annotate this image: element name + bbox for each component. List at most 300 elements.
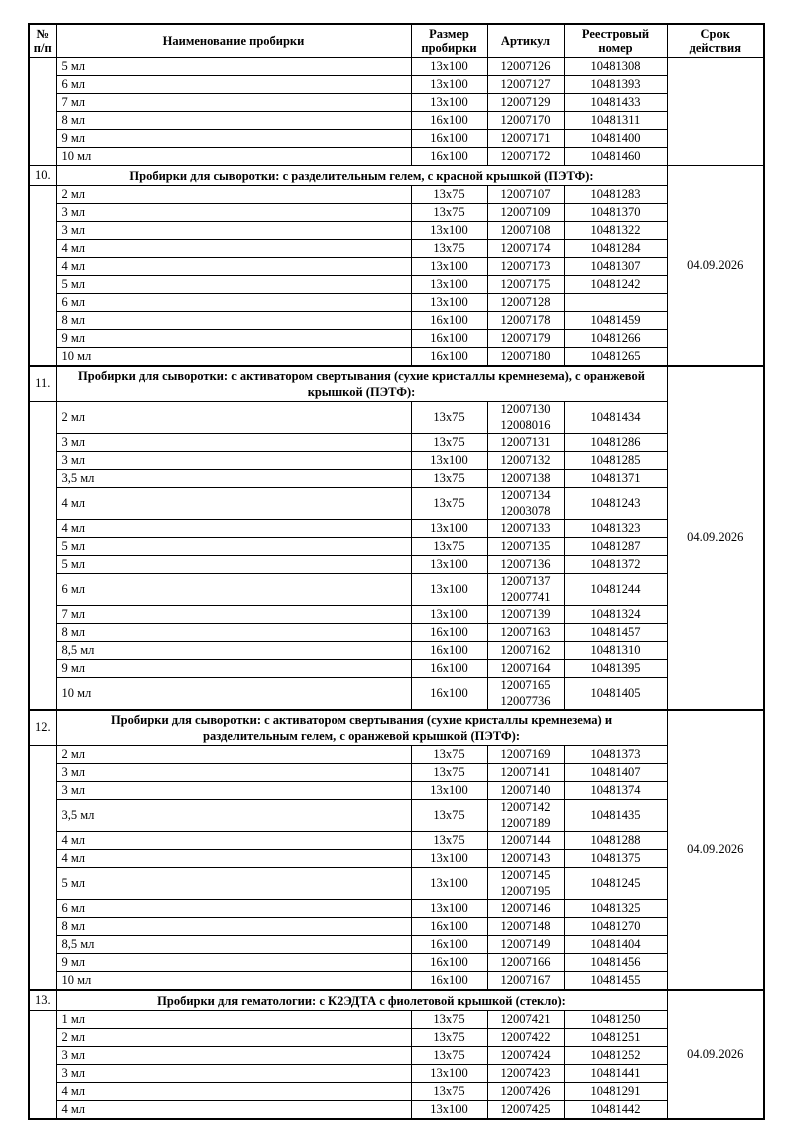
cell-registry: 10481307 [564, 258, 667, 276]
cell-size: 16x100 [411, 348, 487, 367]
article-line: 12007143 [500, 850, 551, 865]
tubes-table [28, 23, 765, 1120]
section-header-row [29, 366, 764, 402]
cell-number-spacer [29, 186, 56, 367]
col-header-size: Размер пробирки [411, 24, 487, 58]
table-row [29, 624, 764, 642]
article-line: 12007421 [500, 1011, 551, 1026]
cell-name: 6 мл [56, 294, 411, 312]
table-row [29, 1083, 764, 1101]
article-line: 12007178 [500, 312, 551, 327]
cell-article [487, 312, 564, 330]
cell-size: 13x75 [411, 488, 487, 520]
cell-article [487, 452, 564, 470]
table-row [29, 606, 764, 624]
cell-section-title: Пробирки для гематологии: с К2ЭДТА с фиолетовой крышкой (стекло): [56, 990, 667, 1011]
table-row [29, 222, 764, 240]
article-line: 12007175 [500, 276, 551, 291]
cell-size: 13x100 [411, 900, 487, 918]
article-line: 12007741 [500, 589, 551, 604]
cell-name: 5 мл [56, 58, 411, 76]
cell-size: 16x100 [411, 642, 487, 660]
cell-number-spacer [29, 1011, 56, 1120]
cell-registry: 10481455 [564, 972, 667, 991]
cell-article [487, 520, 564, 538]
cell-registry: 10481291 [564, 1083, 667, 1101]
cell-article [487, 112, 564, 130]
cell-name: 2 мл [56, 1029, 411, 1047]
cell-article [487, 402, 564, 434]
table-row [29, 130, 764, 148]
table-row [29, 94, 764, 112]
article-line: 12007126 [500, 58, 551, 73]
col-header-article: Артикул [487, 24, 564, 58]
cell-article [487, 624, 564, 642]
article-line: 12007425 [500, 1101, 551, 1116]
cell-name: 6 мл [56, 76, 411, 94]
cell-registry: 10481324 [564, 606, 667, 624]
cell-size: 13x100 [411, 606, 487, 624]
cell-registry: 10481434 [564, 402, 667, 434]
cell-name: 1 мл [56, 1011, 411, 1029]
cell-article [487, 660, 564, 678]
cell-registry: 10481270 [564, 918, 667, 936]
cell-size: 13x100 [411, 1065, 487, 1083]
cell-name: 9 мл [56, 954, 411, 972]
cell-size: 16x100 [411, 330, 487, 348]
table-row [29, 782, 764, 800]
table-row [29, 112, 764, 130]
cell-registry [564, 294, 667, 312]
cell-size: 13x100 [411, 452, 487, 470]
cell-section-number: 13. [29, 990, 56, 1011]
table-row [29, 402, 764, 434]
article-line: 12007189 [500, 815, 551, 830]
table-header-row [29, 24, 764, 58]
cell-size: 13x100 [411, 76, 487, 94]
cell-article [487, 1065, 564, 1083]
cell-number-spacer [29, 58, 56, 166]
cell-name: 2 мл [56, 746, 411, 764]
cell-section-title: Пробирки для сыворотки: с активатором свертывания (сухие кристаллы кремнезема) и разделительным гелем, с оранжевой крышкой (ПЭТФ): [56, 710, 667, 746]
cell-registry: 10481287 [564, 538, 667, 556]
cell-name: 8,5 мл [56, 642, 411, 660]
table-row [29, 954, 764, 972]
cell-section-title: Пробирки для сыворотки: с активатором свертывания (сухие кристаллы кремнезема), с оранжевой крышкой (ПЭТФ): [56, 366, 667, 402]
cell-name: 3 мл [56, 1065, 411, 1083]
cell-number-spacer [29, 746, 56, 991]
cell-registry: 10481404 [564, 936, 667, 954]
table-row [29, 538, 764, 556]
table-row [29, 470, 764, 488]
tube-table-body [29, 58, 764, 1120]
cell-article [487, 240, 564, 258]
cell-name: 3 мл [56, 452, 411, 470]
table-row [29, 276, 764, 294]
cell-article [487, 148, 564, 166]
cell-article [487, 606, 564, 624]
cell-name: 10 мл [56, 972, 411, 991]
article-line: 12007131 [500, 434, 551, 449]
cell-size: 16x100 [411, 972, 487, 991]
article-line: 12007163 [500, 624, 551, 639]
article-line: 12007107 [500, 186, 551, 201]
cell-article [487, 330, 564, 348]
article-line: 12007145 [500, 868, 551, 882]
cell-size: 13x75 [411, 240, 487, 258]
cell-registry: 10481375 [564, 850, 667, 868]
article-line: 12007422 [500, 1029, 551, 1044]
table-row [29, 642, 764, 660]
section-header-row [29, 710, 764, 746]
article-line: 12007165 [500, 678, 551, 692]
cell-registry: 10481405 [564, 678, 667, 711]
table-row [29, 1029, 764, 1047]
cell-registry: 10481456 [564, 954, 667, 972]
col-header-name: Наименование пробирки [56, 24, 411, 58]
cell-name: 9 мл [56, 660, 411, 678]
article-line: 12007130 [500, 402, 551, 416]
article-line: 12007167 [500, 972, 551, 987]
table-row [29, 574, 764, 606]
cell-registry: 10481244 [564, 574, 667, 606]
cell-name: 6 мл [56, 900, 411, 918]
table-row [29, 936, 764, 954]
section-header-row [29, 166, 764, 186]
cell-registry: 10481325 [564, 900, 667, 918]
cell-registry: 10481284 [564, 240, 667, 258]
article-line: 12007140 [500, 782, 551, 797]
cell-size: 13x100 [411, 1101, 487, 1120]
cell-size: 16x100 [411, 954, 487, 972]
cell-article [487, 868, 564, 900]
cell-name: 2 мл [56, 186, 411, 204]
cell-article [487, 1101, 564, 1120]
article-line: 12007128 [500, 294, 551, 309]
cell-size: 16x100 [411, 678, 487, 711]
cell-article [487, 538, 564, 556]
cell-size: 13x100 [411, 782, 487, 800]
cell-size: 13x75 [411, 764, 487, 782]
cell-size: 16x100 [411, 148, 487, 166]
article-line: 12007129 [500, 94, 551, 109]
cell-size: 13x100 [411, 574, 487, 606]
table-row [29, 1047, 764, 1065]
cell-size: 13x75 [411, 1047, 487, 1065]
article-line: 12007173 [500, 258, 551, 273]
cell-name: 8 мл [56, 112, 411, 130]
cell-name: 3 мл [56, 222, 411, 240]
table-row [29, 868, 764, 900]
cell-article [487, 470, 564, 488]
cell-article [487, 222, 564, 240]
article-line: 12007132 [500, 452, 551, 467]
table-row [29, 348, 764, 367]
cell-section-number: 10. [29, 166, 56, 186]
table-row [29, 204, 764, 222]
table-row [29, 764, 764, 782]
cell-size: 13x100 [411, 850, 487, 868]
article-line: 12007134 [500, 488, 551, 502]
table-row [29, 76, 764, 94]
cell-article [487, 850, 564, 868]
table-row [29, 556, 764, 574]
article-line: 12007142 [500, 800, 551, 814]
cell-name: 5 мл [56, 276, 411, 294]
article-line: 12007146 [500, 900, 551, 915]
cell-registry: 10481311 [564, 112, 667, 130]
article-line: 12007424 [500, 1047, 551, 1062]
article-line: 12007172 [500, 148, 551, 163]
article-line: 12007426 [500, 1083, 551, 1098]
cell-article [487, 258, 564, 276]
cell-article [487, 832, 564, 850]
cell-registry: 10481245 [564, 868, 667, 900]
table-row [29, 258, 764, 276]
cell-name: 9 мл [56, 330, 411, 348]
cell-validity: 04.09.2026 [667, 710, 764, 990]
cell-registry: 10481250 [564, 1011, 667, 1029]
cell-registry: 10481265 [564, 348, 667, 367]
article-line: 12007141 [500, 764, 551, 779]
cell-registry: 10481323 [564, 520, 667, 538]
cell-article [487, 954, 564, 972]
cell-article [487, 764, 564, 782]
article-line: 12007127 [500, 76, 551, 91]
article-line: 12007133 [500, 520, 551, 535]
cell-name: 4 мл [56, 240, 411, 258]
cell-registry: 10481288 [564, 832, 667, 850]
cell-name: 4 мл [56, 850, 411, 868]
cell-name: 8 мл [56, 918, 411, 936]
article-line: 12007169 [500, 746, 551, 761]
table-row [29, 678, 764, 711]
cell-registry: 10481242 [564, 276, 667, 294]
table-row [29, 312, 764, 330]
cell-size: 13x100 [411, 276, 487, 294]
table-row [29, 452, 764, 470]
cell-name: 9 мл [56, 130, 411, 148]
article-line: 12003078 [500, 503, 551, 518]
article-line: 12007144 [500, 832, 551, 847]
cell-size: 16x100 [411, 624, 487, 642]
table-row [29, 330, 764, 348]
col-header-registry: Реестровый номер [564, 24, 667, 58]
article-line: 12007162 [500, 642, 551, 657]
cell-size: 13x75 [411, 1011, 487, 1029]
cell-registry: 10481460 [564, 148, 667, 166]
table-row [29, 850, 764, 868]
table-row [29, 900, 764, 918]
cell-name: 5 мл [56, 538, 411, 556]
article-line: 12007170 [500, 112, 551, 127]
cell-registry: 10481371 [564, 470, 667, 488]
cell-name: 8,5 мл [56, 936, 411, 954]
cell-size: 13x75 [411, 538, 487, 556]
cell-size: 16x100 [411, 660, 487, 678]
table-row [29, 660, 764, 678]
cell-size: 13x75 [411, 204, 487, 222]
cell-name: 4 мл [56, 1101, 411, 1120]
cell-article [487, 76, 564, 94]
article-line: 12007137 [500, 574, 551, 588]
cell-registry: 10481283 [564, 186, 667, 204]
cell-name: 3 мл [56, 204, 411, 222]
table-row [29, 434, 764, 452]
cell-registry: 10481407 [564, 764, 667, 782]
article-line: 12007148 [500, 918, 551, 933]
cell-registry: 10481433 [564, 94, 667, 112]
cell-name: 7 мл [56, 606, 411, 624]
article-line: 12007135 [500, 538, 551, 553]
table-row [29, 1065, 764, 1083]
col-header-validity: Срок действия [667, 24, 764, 58]
cell-name: 4 мл [56, 258, 411, 276]
cell-size: 13x100 [411, 868, 487, 900]
table-row [29, 800, 764, 832]
cell-size: 16x100 [411, 312, 487, 330]
article-line: 12007166 [500, 954, 551, 969]
table-row [29, 972, 764, 991]
cell-article [487, 782, 564, 800]
cell-article [487, 294, 564, 312]
cell-article [487, 678, 564, 711]
table-row [29, 294, 764, 312]
section-header-row [29, 990, 764, 1011]
table-row [29, 186, 764, 204]
article-line: 12007139 [500, 606, 551, 621]
cell-size: 13x100 [411, 94, 487, 112]
cell-size: 13x100 [411, 58, 487, 76]
table-row [29, 832, 764, 850]
cell-registry: 10481370 [564, 204, 667, 222]
cell-article [487, 58, 564, 76]
cell-number-spacer [29, 402, 56, 711]
cell-size: 16x100 [411, 112, 487, 130]
cell-article [487, 1083, 564, 1101]
cell-size: 13x75 [411, 832, 487, 850]
cell-article [487, 348, 564, 367]
article-line: 12007195 [500, 883, 551, 898]
cell-registry: 10481395 [564, 660, 667, 678]
cell-article [487, 94, 564, 112]
cell-name: 6 мл [56, 574, 411, 606]
cell-article [487, 488, 564, 520]
cell-name: 8 мл [56, 624, 411, 642]
col-header-number: № п/п [29, 24, 56, 58]
cell-size: 13x100 [411, 294, 487, 312]
cell-size: 13x75 [411, 800, 487, 832]
cell-registry: 10481322 [564, 222, 667, 240]
cell-section-title: Пробирки для сыворотки: с разделительным гелем, с красной крышкой (ПЭТФ): [56, 166, 667, 186]
cell-size: 16x100 [411, 918, 487, 936]
cell-name: 3 мл [56, 764, 411, 782]
table-row [29, 148, 764, 166]
cell-section-number: 12. [29, 710, 56, 746]
cell-size: 13x75 [411, 470, 487, 488]
cell-registry: 10481243 [564, 488, 667, 520]
cell-registry: 10481372 [564, 556, 667, 574]
cell-article [487, 276, 564, 294]
cell-size: 13x75 [411, 1083, 487, 1101]
cell-article [487, 642, 564, 660]
cell-article [487, 1029, 564, 1047]
cell-registry: 10481310 [564, 642, 667, 660]
article-line: 12007109 [500, 204, 551, 219]
cell-registry: 10481457 [564, 624, 667, 642]
cell-article [487, 186, 564, 204]
cell-article [487, 900, 564, 918]
table-row [29, 1101, 764, 1120]
cell-article [487, 800, 564, 832]
cell-name: 10 мл [56, 148, 411, 166]
cell-name: 4 мл [56, 488, 411, 520]
cell-name: 4 мл [56, 520, 411, 538]
cell-size: 16x100 [411, 936, 487, 954]
cell-name: 5 мл [56, 556, 411, 574]
cell-validity: 04.09.2026 [667, 990, 764, 1119]
cell-article [487, 972, 564, 991]
cell-registry: 10481251 [564, 1029, 667, 1047]
cell-name: 5 мл [56, 868, 411, 900]
cell-name: 3,5 мл [56, 470, 411, 488]
cell-validity [667, 58, 764, 166]
cell-name: 4 мл [56, 1083, 411, 1101]
article-line: 12008016 [500, 417, 551, 432]
article-line: 12007423 [500, 1065, 551, 1080]
article-line: 12007164 [500, 660, 551, 675]
cell-size: 13x100 [411, 520, 487, 538]
table-row [29, 746, 764, 764]
cell-registry: 10481374 [564, 782, 667, 800]
article-line: 12007138 [500, 470, 551, 485]
cell-registry: 10481400 [564, 130, 667, 148]
cell-size: 13x100 [411, 222, 487, 240]
cell-size: 13x75 [411, 1029, 487, 1047]
cell-name: 3 мл [56, 434, 411, 452]
cell-name: 10 мл [56, 678, 411, 711]
cell-section-number: 11. [29, 366, 56, 402]
cell-registry: 10481442 [564, 1101, 667, 1120]
cell-size: 13x100 [411, 258, 487, 276]
article-line: 12007149 [500, 936, 551, 951]
cell-registry: 10481373 [564, 746, 667, 764]
cell-article [487, 936, 564, 954]
cell-registry: 10481435 [564, 800, 667, 832]
cell-article [487, 574, 564, 606]
cell-registry: 10481285 [564, 452, 667, 470]
article-line: 12007108 [500, 222, 551, 237]
article-line: 12007180 [500, 348, 551, 363]
cell-article [487, 918, 564, 936]
cell-validity: 04.09.2026 [667, 166, 764, 367]
cell-article [487, 1047, 564, 1065]
cell-registry: 10481286 [564, 434, 667, 452]
cell-name: 7 мл [56, 94, 411, 112]
cell-article [487, 434, 564, 452]
cell-article [487, 746, 564, 764]
article-line: 12007171 [500, 130, 551, 145]
cell-registry: 10481459 [564, 312, 667, 330]
table-row [29, 58, 764, 76]
cell-registry: 10481393 [564, 76, 667, 94]
table-row [29, 488, 764, 520]
article-line: 12007174 [500, 240, 551, 255]
cell-size: 16x100 [411, 130, 487, 148]
cell-validity: 04.09.2026 [667, 366, 764, 710]
cell-article [487, 130, 564, 148]
table-row [29, 520, 764, 538]
